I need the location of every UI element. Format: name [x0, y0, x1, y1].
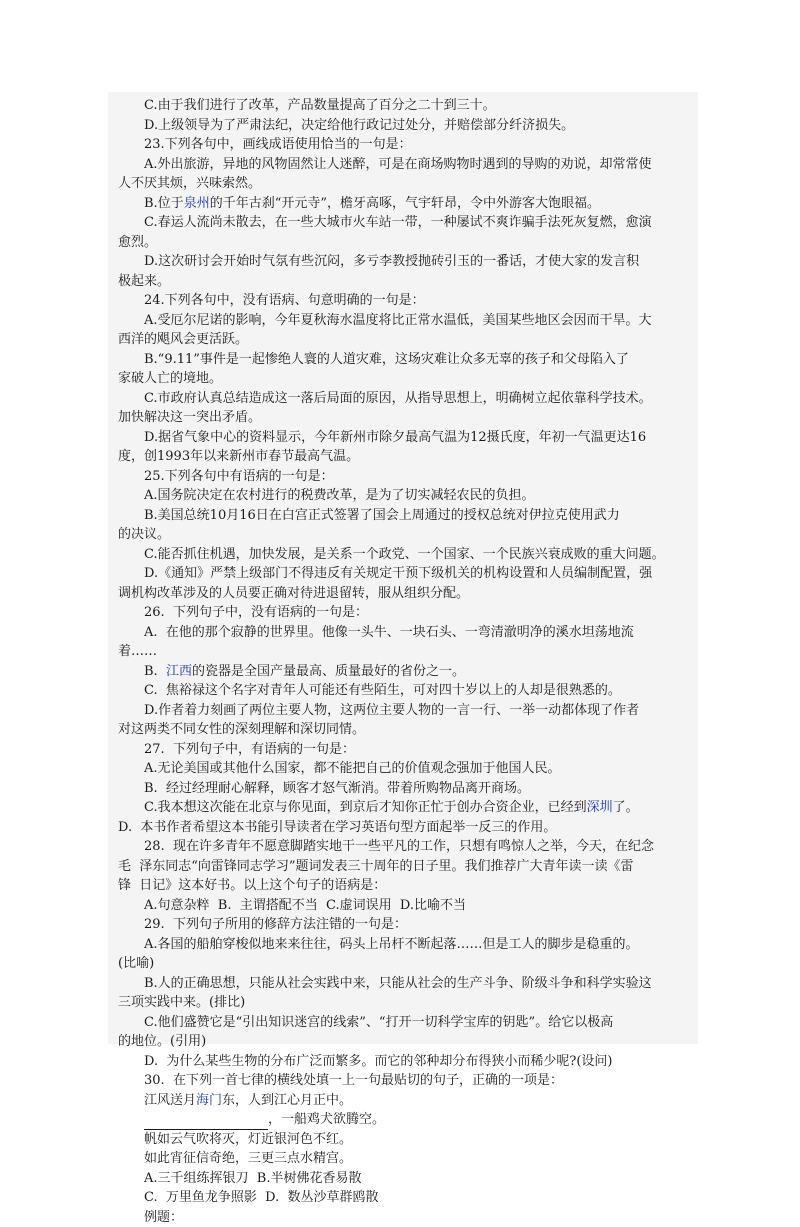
text-line: [118, 1032, 692, 1052]
text-run: B.“9.11”事件是一起惨绝人寰的人道灾难，这场灾难让众多无辜的孩子和父母陷入了: [144, 352, 629, 367]
text-run: A.无论美国或其他什么国家，都不能把自己的价值观念强加于他国人民。: [144, 761, 561, 776]
text-line: [118, 993, 692, 1013]
text-line: [118, 135, 692, 155]
text-line: [118, 428, 692, 448]
text-line: [118, 701, 692, 721]
text-line: [118, 779, 692, 799]
text-run: C.由于我们进行了改革，产品数量提高了百分之二十到三十。: [144, 98, 496, 113]
text-line: [118, 506, 692, 526]
text-run: 三项实践中来。(排比): [118, 995, 245, 1010]
place-link[interactable]: 深圳: [587, 800, 613, 815]
text-run: 调机构改革涉及的人员要正确对待进退留转，服从组织分配。: [118, 586, 469, 601]
text-line: [118, 1169, 692, 1189]
text-line: [118, 896, 692, 916]
text-line: [118, 525, 692, 545]
text-run: D. 本书作者希望这本书能引导读者在学习英语句型方面起举一反三的作用。: [118, 820, 556, 835]
text-run: D. 为什么某些生物的分布广泛而繁多。而它的邻种却分布得狭小而稀少呢?(设问): [144, 1054, 612, 1069]
text-run: A.句意杂粹 B. 主谓搭配不当 C.虚词误用 D.比喻不当: [144, 898, 466, 913]
text-run: B.人的正确思想，只能从社会实践中来，只能从社会的生产斗争、阶级斗争和科学实验这: [144, 976, 652, 991]
text-run: 的决议。: [118, 527, 170, 542]
text-run: B.: [144, 664, 166, 679]
text-run: 家破人亡的境地。: [118, 371, 222, 386]
text-run: 帆如云气吹将灭，灯近银河色不红。: [144, 1132, 352, 1147]
text-line: [118, 272, 692, 292]
text-line: [118, 96, 692, 116]
text-line: [118, 447, 692, 467]
text-line: [118, 369, 692, 389]
text-run: 毛 泽东同志“向雷锋同志学习”题词发表三十周年的日子里。我们推荐广大青年读一读《雷: [118, 859, 634, 874]
text-line: [118, 584, 692, 604]
text-line: [118, 545, 692, 565]
text-run: D.这次研讨会开始时气氛有些沉闷，多亏李教授抛砖引玉的一番话，才使大家的发言积: [144, 254, 639, 269]
text-line: [118, 1052, 692, 1072]
text-line: [118, 311, 692, 331]
text-line: [118, 720, 692, 740]
text-line: [118, 662, 692, 682]
text-line: [118, 857, 692, 877]
text-line: [118, 1130, 692, 1150]
text-line: [118, 798, 692, 818]
text-line: [118, 350, 692, 370]
text-run: A.国务院决定在农村进行的税费改革，是为了切实减轻农民的负担。: [144, 488, 535, 503]
text-line: [118, 915, 692, 935]
text-run: 的千年古刹“开元寺”，檐牙高啄，气宇轩昂，令中外游客大饱眼福。: [210, 196, 600, 211]
text-run: 的地位。(引用): [118, 1034, 206, 1049]
text-run: 30. 在下列一首七律的横线处填一上一句最贴切的句子，正确的一项是：: [144, 1073, 563, 1088]
text-line: [118, 213, 692, 233]
text-run: 23.下列各句中，画线成语使用恰当的一句是：: [144, 137, 412, 152]
exam-text-block: [108, 92, 698, 1044]
text-line: [118, 116, 692, 136]
text-line: [118, 837, 692, 857]
text-run: A.各国的船舶穿梭似地来来往往，码头上吊杆不断起落……但是工人的脚步是稳重的。: [144, 937, 639, 952]
text-run: 极起来。: [118, 274, 170, 289]
text-run: 24.下列各句中，没有语病、句意明确的一句是：: [144, 293, 425, 308]
text-run: 西洋的飓风会更活跃。: [118, 332, 248, 347]
text-line: [118, 252, 692, 272]
text-run: 对这两类不同女性的深刻理解和深切同情。: [118, 722, 365, 737]
text-run: D.作者着力刻画了两位主要人物，这两位主要人物的一言一行、一举一动都体现了作者: [144, 703, 639, 718]
text-run: A.三千组练挥银刀 B.半树佛花香易散: [144, 1171, 361, 1186]
text-line: [118, 642, 692, 662]
text-run: D.《通知》严禁上级部门不得违反有关规定干预下级机关的机构设置和人员编制配置，强: [144, 566, 652, 581]
place-link[interactable]: 江西: [166, 664, 192, 679]
text-run: D.据省气象中心的资料显示，今年新州市除夕最高气温为12摄氏度，年初一气温更达16: [144, 430, 646, 445]
text-run: B.美国总统10月16日在白宫正式签署了国会上周通过的授权总统对伊拉克使用武力: [144, 508, 620, 523]
text-run: D.上级领导为了严肃法纪，决定给他行政记过处分，并赔偿部分纤济损失。: [144, 118, 574, 133]
text-run: C.市政府认真总结造成这一落后局面的原因，从指导思想上，明确树立起依靠科学技术。: [144, 391, 652, 406]
text-line: [118, 1149, 692, 1169]
text-run: B.位于: [144, 196, 184, 211]
text-line: [118, 681, 692, 701]
place-link[interactable]: 海门: [196, 1093, 222, 1108]
text-run: 例题：: [144, 1210, 183, 1225]
text-line: [118, 1013, 692, 1033]
text-run: C.他们盛赞它是“引出知识迷宫的线索”、“打开一切科学宝库的钥匙”。给它以极高: [144, 1015, 613, 1030]
text-line: [118, 291, 692, 311]
text-run: 28. 现在许多青年不愿意脚踏实地干一些平凡的工作，只想有鸣惊人之举，今天，在纪念: [144, 839, 654, 854]
text-line: [118, 740, 692, 760]
text-run: A.外出旅游，异地的风物固然让人迷醉，可是在商场购物时遇到的导购的劝说，却常常使: [144, 157, 652, 172]
place-link[interactable]: 泉州: [184, 196, 210, 211]
text-run: ，一船鸡犬欲腾空。: [268, 1112, 385, 1127]
text-line: [118, 389, 692, 409]
text-run: B. 经过经理耐心解释，顾客才怒气渐消。带着所购物品离开商场。: [144, 781, 530, 796]
text-run: A. 在他的那个寂静的世界里。他像一头牛、一块石头、一弯清澈明净的溪水坦荡地流: [144, 625, 634, 640]
text-run: 如此宵征信奇绝，三更三点水精宫。: [144, 1151, 352, 1166]
text-line: [118, 467, 692, 487]
text-line: [118, 1091, 692, 1111]
text-line: [118, 408, 692, 428]
text-run: C.能否抓住机遇，加快发展，是关系一个政党、一个国家、一个民族兴衰成败的重大问题。: [144, 547, 665, 562]
text-run: 了。: [613, 800, 639, 815]
text-line: [118, 818, 692, 838]
text-run: 东，人到江心月正中。: [222, 1093, 352, 1108]
text-line: [118, 1188, 692, 1208]
text-run: C. 万里鱼龙争照影 D. 数丛沙草群鸥散: [144, 1190, 379, 1205]
text-line: [118, 486, 692, 506]
text-line: [118, 1071, 692, 1091]
text-run: 25.下列各句中有语病的一句是：: [144, 469, 334, 484]
text-run: (比喻): [118, 956, 154, 971]
text-run: C.春运人流尚未散去，在一些大城市火车站一带，一种屡试不爽诈骗手法死灰复燃，愈演: [144, 215, 652, 230]
text-line: [118, 623, 692, 643]
text-line: [118, 876, 692, 896]
text-run: 加快解决这一突出矛盾。: [118, 410, 261, 425]
text-run: 29. 下列句子所用的修辞方法注错的一句是：: [144, 917, 407, 932]
text-run: 江风送月: [144, 1093, 196, 1108]
text-line: [118, 330, 692, 350]
text-run: 度，创1993年以来新州市春节最高气温。: [118, 449, 359, 464]
text-line: [118, 194, 692, 214]
fill-in-blank: [144, 1115, 268, 1130]
text-line: [118, 759, 692, 779]
text-line: [118, 935, 692, 955]
text-line: [118, 1110, 692, 1130]
text-run: C. 焦裕禄这个名字对青年人可能还有些陌生，可对四十岁以上的人却是很熟悉的。: [144, 683, 621, 698]
text-line: [118, 564, 692, 584]
text-run: 的瓷器是全国产量最高、质量最好的省份之一。: [192, 664, 465, 679]
text-run: 锋 日记》这本好书。以上这个句子的语病是：: [118, 878, 386, 893]
text-run: 人不厌其烦，兴味索然。: [118, 176, 261, 191]
text-line: [118, 155, 692, 175]
text-run: A.受厄尔尼诺的影响，今年夏秋海水温度将比正常水温低，美国某些地区会因而干旱。大: [144, 313, 652, 328]
text-run: 愈烈。: [118, 235, 157, 250]
text-run: C.我本想这次能在北京与你见面，到京后才知你正忙于创办合资企业，已经到: [144, 800, 587, 815]
text-line: [118, 954, 692, 974]
text-run: 27. 下列句子中，有语病的一句是：: [144, 742, 355, 757]
text-run: 着……: [118, 644, 157, 659]
text-line: [118, 974, 692, 994]
text-line: [118, 233, 692, 253]
text-run: 26. 下列句子中，没有语病的一句是：: [144, 605, 368, 620]
text-line: [118, 603, 692, 623]
text-line: [118, 174, 692, 194]
text-line: [118, 1208, 692, 1227]
